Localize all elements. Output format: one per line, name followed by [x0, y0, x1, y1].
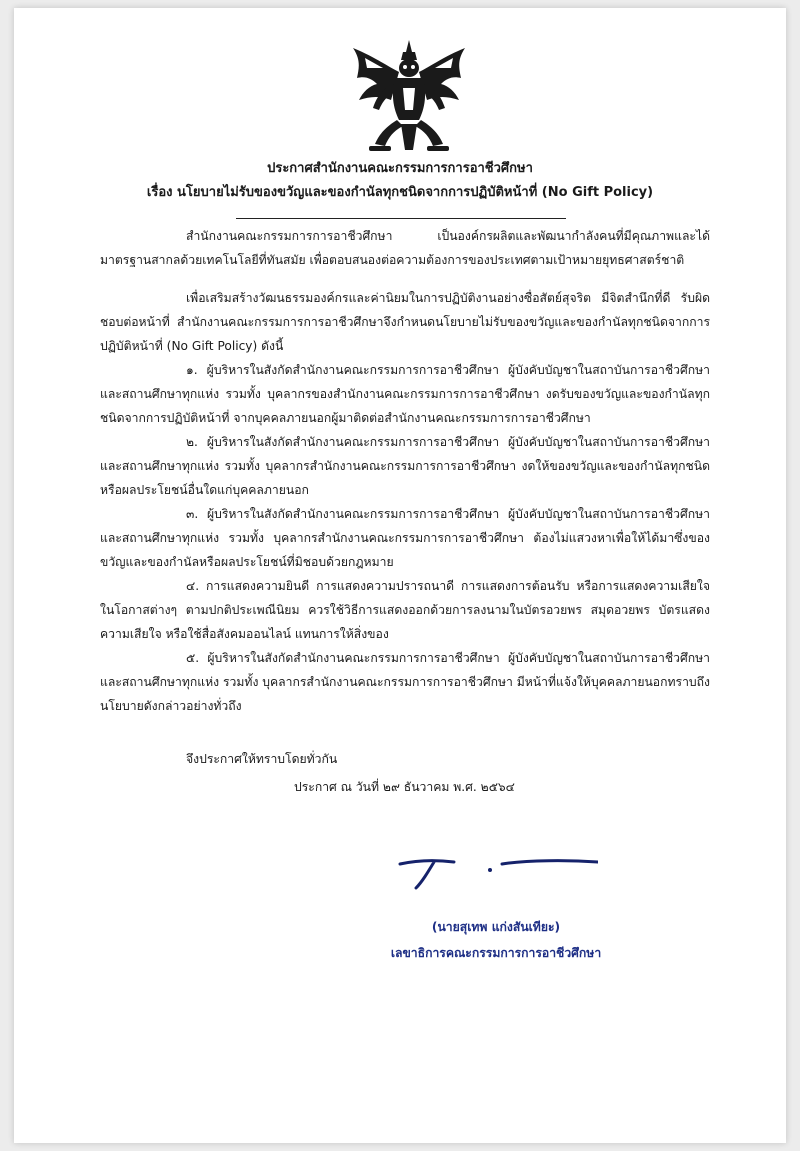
purpose-paragraph: เพื่อเสริมสร้างวัฒนธรรมองค์กรและค่านิยมในการปฏิบัติงานอย่างซื่อสัตย์สุจริต มีจิตสำนึกที่ดี รับผิดชอบต่อหน้าที่ สำนักงานคณะกรรมการการอาชีวศึกษาจึงกำหนดนโยบายไม่รับของขวัญและของกำนัลทุกชนิดจากการปฏิบัติหน้าที่ (No Gift Policy) ดังนี้ — [100, 291, 710, 353]
policy-item-2: ๒. ผู้บริหารในสังกัดสำนักงานคณะกรรมการการอาชีวศึกษา ผู้บังคับบัญชาในสถาบันการอาชีวศึกษาและสถานศึกษาทุกแห่ง รวมทั้ง บุคลากรสำนักงานคณะกรรมการการอาชีวศึกษา งดให้ของขวัญและของกำนัลทุกชนิดหรือผลประโยชน์อื่นใดแก่บุคคลภายนอก — [100, 435, 710, 497]
document-page — [14, 8, 786, 1143]
signer-position: เลขาธิการคณะกรรมการการอาชีวศึกษา — [390, 946, 602, 960]
signer-name: (นายสุเทพ แก่งสันเทียะ) — [431, 920, 561, 934]
intro-paragraph: สำนักงานคณะกรรมการการอาชีวศึกษา เป็นองค์กรผลิตและพัฒนากำลังคนที่มีคุณภาพและได้มาตรฐานสากลด้วยเทคโนโลยีที่ทันสมัย เพื่อตอบสนองต่อความต้องการของประเทศตามเป้าหมายยุทธศาสตร์ชาติ — [100, 229, 710, 267]
policy-body — [100, 286, 710, 718]
policy-item-4: ๔. การแสดงความยินดี การแสดงความปรารถนาดี การแสดงการต้อนรับ หรือการแสดงความเสียใจในโอกาสต่างๆ ตามปกติประเพณีนิยม ควรใช้วิธีการแสดงออกด้วยการลงนามในบัตรอวยพร สมุดอวยพร บัตรแสดงความเสียใจ หรือใช้สื่อสังคมออนไลน์ แทนการให้สิ่งของ — [100, 579, 710, 641]
closing-statement: จึงประกาศให้ทราบโดยทั่วกัน — [186, 752, 338, 766]
policy-item-3: ๓. ผู้บริหารในสังกัดสำนักงานคณะกรรมการการอาชีวศึกษา ผู้บังคับบัญชาในสถาบันการอาชีวศึกษาและสถานศึกษาทุกแห่ง รวมทั้ง บุคลากรสำนักงานคณะกรรมการการอาชีวศึกษา ต้องไม่แสวงหาเพื่อให้ได้มาซึ่งของขวัญและของกำนัลหรือผลประโยชน์ที่มิชอบด้วยกฎหมาย — [100, 507, 710, 569]
document-subject: เรื่อง นโยบายไม่รับของขวัญและของกำนัลทุกชนิดจากการปฏิบัติหน้าที่ (No Gift Policy) — [146, 185, 654, 200]
handwritten-signature — [398, 848, 598, 894]
date-line: ประกาศ ณ วันที่ ๒๙ ธันวาคม พ.ศ. ๒๕๖๔ — [294, 780, 515, 794]
policy-item-1: ๑. ผู้บริหารในสังกัดสำนักงานคณะกรรมการการอาชีวศึกษา ผู้บังคับบัญชาในสถาบันการอาชีวศึกษาและสถานศึกษาทุกแห่ง รวมทั้ง บุคลากรของสำนักงานคณะกรรมการการอาชีวศึกษา งดรับของขวัญและของกำนัลทุกชนิดจากการปฏิบัติหน้าที่ จากบุคคลภายนอกผู้มาติดต่อสำนักงานคณะกรรมการการอาชีวศึกษา — [100, 363, 710, 425]
garuda-emblem-icon — [347, 38, 471, 158]
document-title: ประกาศสำนักงานคณะกรรมการการอาชีวศึกษา — [267, 161, 533, 176]
policy-item-5: ๕. ผู้บริหารในสังกัดสำนักงานคณะกรรมการการอาชีวศึกษา ผู้บังคับบัญชาในสถาบันการอาชีวศึกษาและสถานศึกษาทุกแห่ง รวมทั้ง บุคลากรสำนักงานคณะกรรมการการอาชีวศึกษา มีหน้าที่แจ้งให้บุคคลภายนอกทราบถึงนโยบายดังกล่าวอย่างทั่วถึง — [100, 651, 710, 713]
title-divider — [236, 218, 566, 219]
